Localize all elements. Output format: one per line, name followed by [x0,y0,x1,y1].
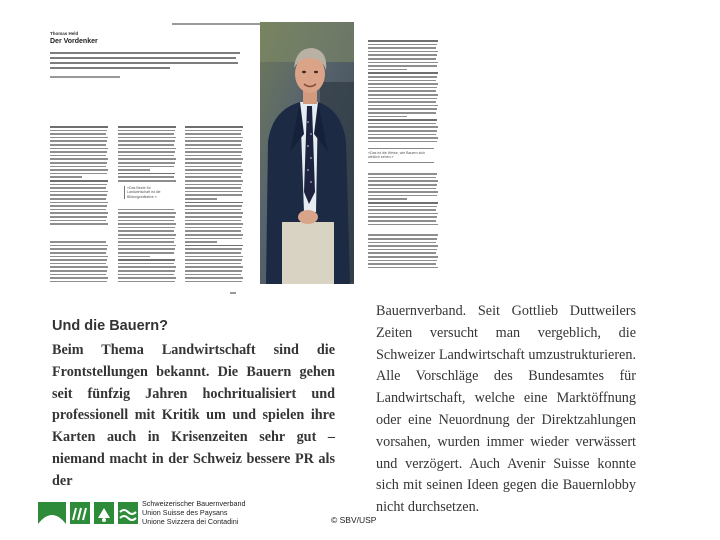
text-line [118,230,174,232]
text-line [50,270,107,272]
text-line [118,245,176,247]
text-line [185,270,242,272]
sbv-usp-logo-icon [38,500,138,528]
text-line [118,140,175,142]
text-line [50,202,108,204]
text-line [368,134,436,136]
text-line [118,126,176,128]
text-line [50,158,108,160]
text-line [368,188,436,190]
text-line [118,256,150,258]
text-line [368,47,436,49]
text-line [185,212,243,214]
excerpt-left-column [52,318,335,493]
text-line [50,263,106,265]
text-line [185,234,243,236]
text-line [50,252,106,254]
text-line [368,177,436,179]
text-line [368,267,438,269]
text-line [118,234,176,236]
text-line [50,209,106,211]
text-line [118,241,174,243]
side-column-thumbnail [368,40,438,272]
article-title: Der Vordenker [50,38,98,45]
text-line [50,248,107,250]
text-line [368,51,438,53]
text-line [118,173,175,175]
text-line [185,263,241,265]
text-line [368,108,437,110]
text-line [118,263,174,265]
running-head [172,23,272,25]
text-line [118,259,175,261]
text-line [368,72,438,74]
text-line [368,256,438,258]
excerpt-left-text: Beim Thema Landwirtschaft sind die Frontstellungen bekannt. Die Bauern gehen seit fünfzig Jahren hochritualisiert und professionell mit Kritik um und spielen ihre Karten auch in Krisenzeiten sehr gut – niemand macht in der Schweiz bessere PR als der [52,342,335,489]
text-line [118,223,176,225]
text-line [185,155,241,157]
text-line [368,220,436,222]
body-column-1 [50,126,108,286]
text-line [185,148,243,150]
text-line [50,259,107,261]
text-line [368,195,437,197]
text-line [185,216,242,218]
text-line [368,245,438,247]
text-line [368,83,438,85]
text-line [118,216,175,218]
text-line [118,130,175,132]
text-line [50,187,106,189]
text-line [185,259,242,261]
text-line [50,140,107,142]
text-line [50,223,108,225]
portrait-photo [260,22,354,284]
text-line [50,191,108,193]
pull-quote: «Das Beste für Landwirtschaft ist die Bildungsinitiative.» [124,186,171,199]
org-name-de: Schweizerischer Bauernverband [142,499,246,508]
text-line [368,76,437,78]
text-line [368,180,438,182]
text-line [185,194,242,196]
text-line [118,238,175,240]
text-line [50,130,107,132]
text-line [368,65,437,67]
text-line [185,191,243,193]
excerpt-right-text: Bauernverband. Seit Gottlieb Duttweilers Zeiten versucht man vergeblich, die Schweizer Landwirtschaft umzustrukturieren. Alle Vorschläge des Bundesamtes für Landwirtschaft, welche eine Marktöffnung oder eine Neuordnung der Direktzahlungen vorsahen, wurden immer wieder verwässert und verzögert. Auch Avenir Suisse konnte sich mit seinen Ideen gegen die Bauernlobby nicht durchsetzen. [376,303,636,516]
text-line [368,112,436,114]
text-line [368,98,437,100]
text-line [50,184,107,186]
text-line [368,101,436,103]
text-line [50,176,82,178]
text-line [368,249,437,251]
text-line [185,158,243,160]
text-line [368,94,438,96]
text-line [368,141,437,143]
text-line [118,281,175,283]
magazine-page-thumbnail [38,22,248,292]
text-line [368,119,437,121]
text-line [185,238,242,240]
text-line [185,227,242,229]
org-name-it: Unione Svizzera dei Contadini [142,517,239,526]
text-line [368,80,436,82]
text-line [368,54,437,56]
text-line [50,212,108,214]
text-line [50,137,108,139]
side-pull-quote: «Das ist die Weise, wie Bauern sich wirklich sehen.» [368,148,434,163]
text-line [185,169,243,171]
text-line [185,256,243,258]
text-line [185,241,217,243]
text-line [118,155,174,157]
text-line [118,252,174,254]
text-line [368,202,438,204]
text-line [185,252,241,254]
excerpt-heading: Und die Bauern? [52,318,169,334]
text-line [368,123,436,125]
text-line [368,44,437,46]
text-line [368,224,438,226]
text-line [185,187,241,189]
text-line [368,206,437,208]
text-line [368,191,438,193]
text-line [50,205,107,207]
text-line [368,260,437,262]
text-line [185,126,243,128]
text-line [185,198,217,200]
text-line [185,266,243,268]
text-line [50,281,107,283]
text-line [185,176,241,178]
text-line [50,144,106,146]
text-line [368,238,437,240]
text-line [118,144,174,146]
excerpt-right-column [376,301,636,519]
text-line [185,281,242,283]
text-line [118,151,175,153]
text-line [185,130,242,132]
text-line [118,158,176,160]
text-line [50,162,107,164]
text-line [185,245,243,247]
text-line [368,90,436,92]
text-line [185,137,243,139]
text-line [118,169,150,171]
text-line [118,133,174,135]
body-column-2 [118,126,176,286]
text-line [185,166,241,168]
text-line [368,62,438,64]
text-line [185,223,243,225]
text-line [118,266,176,268]
text-line [50,256,108,258]
text-line [50,241,106,243]
text-line [118,227,175,229]
text-line [368,263,436,265]
text-line [118,274,174,276]
text-line [118,220,174,222]
text-line [368,137,438,139]
text-line [185,230,241,232]
text-line [50,180,108,182]
body-column-3 [185,126,243,286]
text-line [50,198,106,200]
text-line [185,205,242,207]
org-name-fr: Union Suisse des Paysans [142,508,228,517]
text-line [368,209,436,211]
organization-names [142,499,245,526]
text-line [50,166,106,168]
text-line [118,209,174,211]
text-line [368,234,438,236]
text-line [50,155,106,157]
text-line [368,184,437,186]
text-line [50,274,106,276]
text-line [368,87,437,89]
text-line [368,116,407,118]
text-line [118,137,176,139]
text-line [50,126,108,128]
text-line [50,220,106,222]
text-line [118,180,176,182]
text-line [185,277,243,279]
text-line [118,166,174,168]
text-line [368,126,438,128]
text-line [50,194,107,196]
text-line [118,176,174,178]
text-line [185,144,241,146]
text-line [50,277,108,279]
lead-paragraph [50,52,240,82]
text-line [185,151,242,153]
text-line [368,198,407,200]
text-line [50,245,108,247]
text-line [185,133,241,135]
text-line [185,209,241,211]
page-number [230,292,236,294]
text-line [185,184,242,186]
text-line [50,148,108,150]
text-line [368,130,437,132]
text-line [118,248,175,250]
text-line [118,212,176,214]
text-line [185,162,242,164]
text-line [185,140,242,142]
text-line [50,266,108,268]
text-line [368,40,438,42]
text-line [118,277,176,279]
text-line [50,173,107,175]
article-author: Thomas Held [50,31,79,36]
text-line [185,248,242,250]
text-line [50,133,106,135]
text-line [368,173,437,175]
text-line [185,274,241,276]
text-line [50,169,108,171]
text-line [185,180,243,182]
copyright-credit: © SBV/USP [331,515,377,525]
text-line [368,252,436,254]
text-line [368,105,438,107]
text-line [368,69,407,71]
text-line [50,216,107,218]
text-line [118,270,175,272]
text-line [185,202,243,204]
text-line [185,220,241,222]
text-line [185,173,242,175]
text-line [50,151,107,153]
text-line [368,216,437,218]
text-line [118,162,175,164]
text-line [368,213,438,215]
text-line [368,242,436,244]
text-line [118,148,176,150]
text-line [368,58,436,60]
